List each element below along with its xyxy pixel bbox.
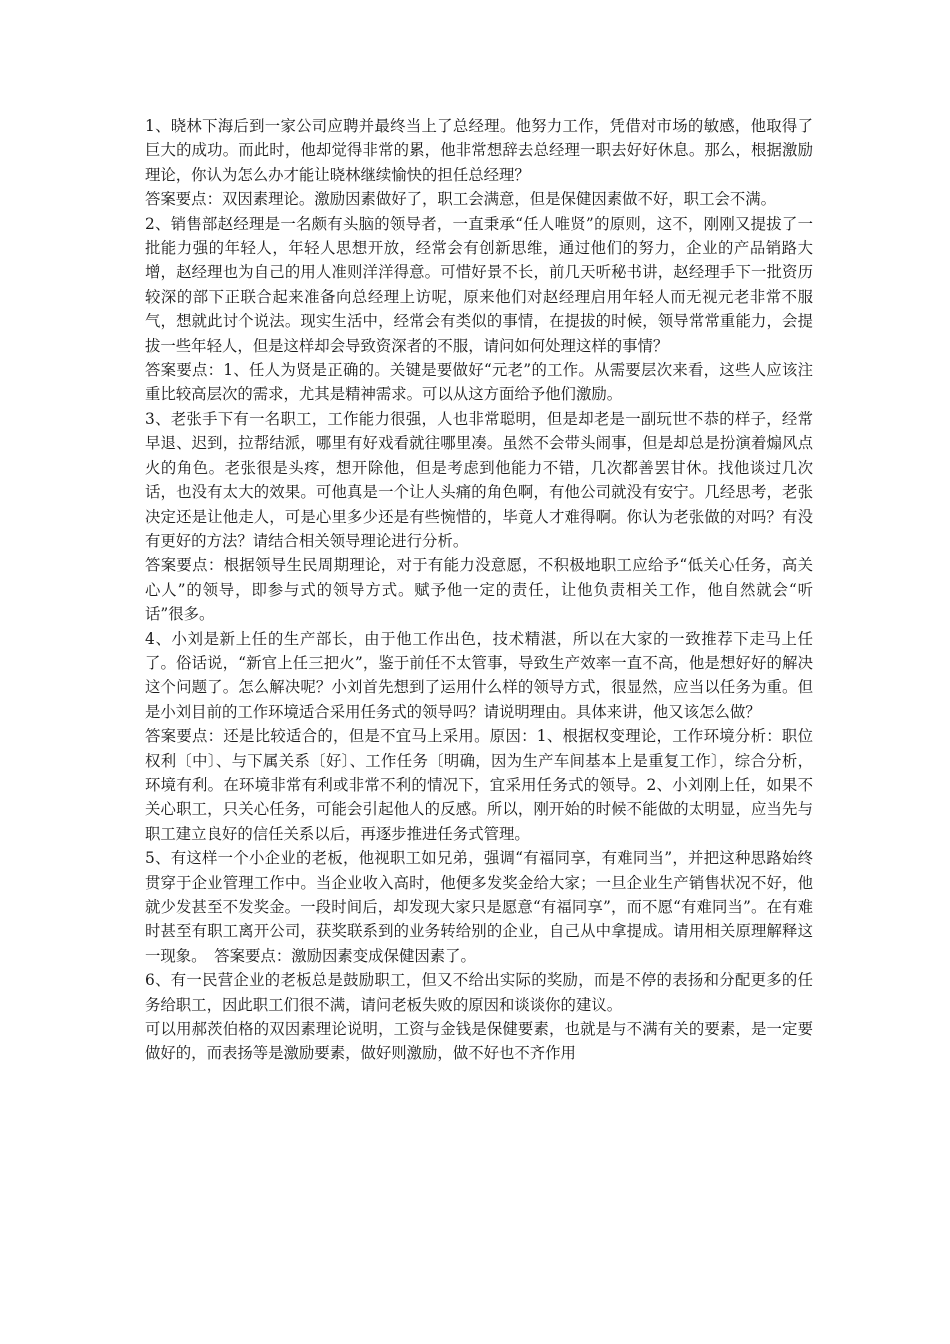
question-6: 6、有一民营企业的老板总是鼓励职工，但又不给出实际的奖励，而是不停的表扬和分配更多的任务给职工，因此职工们很不满，请问老板失败的原因和谈谈你的建议。 xyxy=(145,971,813,1014)
answer-3: 答案要点：根据领导生民周期理论，对于有能力没意愿，不积极地职工应给予“低关心任务，高关心人”的领导，即参与式的领导方式。赋予他一定的责任，让他负责相关工作，他自然就会“听话”很多。 xyxy=(145,556,813,624)
answer-1: 答案要点：双因素理论。激励因素做好了，职工会满意，但是保健因素做不好，职工会不满。 xyxy=(145,190,777,209)
question-5: 5、有这样一个小企业的老板，他视职工如兄弟，强调“有福同享，有难同当”，并把这种思路始终贯穿于企业管理工作中。当企业收入高时，他便多发奖金给大家；一旦企业生产销售状况不好，他就少发甚至不发奖金。一段时间后，却发现大家只是愿意“有福同享”，而不愿“有难同当”。在有难时甚至有职工离开公司，获奖联系到的业务转给别的企业，自己从中拿提成。请用相关原理解释这一现象。 答案要点：激励因素变成保健因素了。 xyxy=(145,849,813,965)
question-2: 2、销售部赵经理是一名颇有头脑的领导者，一直秉承“任人唯贤”的原则，这不，刚刚又提拔了一批能力强的年轻人，年轻人思想开放，经常会有创新思维，通过他们的努力，企业的产品销路大增，赵经理也为自己的用人准则洋洋得意。可惜好景不长，前几天听秘书讲，赵经理手下一批资历较深的部下正联合起来准备向总经理上访呢，原来他们对赵经理启用年轻人而无视元老非常不服气，想就此讨个说法。现实生活中，经常会有类似的事情，在提拔的时候，领导常常重能力，会提拔一些年轻人，但是这样却会导致资深者的不服，请问如何处理这样的事情？ xyxy=(145,214,813,355)
answer-4: 答案要点：还是比较适合的，但是不宜马上采用。原因：1、根据权变理论，工作环境分析：职位权利〔中〕、与下属关系〔好〕、工作任务〔明确，因为生产车间基本上是重复工作〕，综合分析，环境有利。在环境非常有利或非常不利的情况下，宜采用任务式的领导。2、小刘刚上任，如果不关心职工，只关心任务，可能会引起他人的反感。所以，刚开始的时候不能做的太明显，应当先与职工建立良好的信任关系以后，再逐步推进任务式管理。 xyxy=(145,727,813,843)
question-1: 1、晓林下海后到一家公司应聘并最终当上了总经理。他努力工作，凭借对市场的敏感，他取得了巨大的成功。而此时，他却觉得非常的累，他非常想辞去总经理一职去好好休息。那么，根据激励理论，你认为怎么办才能让晓林继续愉快的担任总经理？ xyxy=(145,117,813,184)
question-4: 4、小刘是新上任的生产部长，由于他工作出色，技术精湛，所以在大家的一致推荐下走马上任了。俗话说，“新官上任三把火”，鉴于前任不太管事，导致生产效率一直不高，他是想好好的解决这个问题了。怎么解决呢？小刘首先想到了运用什么样的领导方式，很显然，应当以任务为重。但是小刘目前的工作环境适合采用任务式的领导吗？请说明理由。具体来讲，他又该怎么做？ xyxy=(145,629,813,721)
question-3: 3、老张手下有一名职工，工作能力很强，人也非常聪明，但是却老是一副玩世不恭的样子，经常早退、迟到，拉帮结派，哪里有好戏看就往哪里凑。虽然不会带头闹事，但是却总是扮演着煽风点火的角色。老张很是头疼，想开除他，但是考虑到他能力不错，几次都善罢甘休。找他谈过几次话，也没有太大的效果。可他真是一个让人头痛的角色啊，有他公司就没有安宁。几经思考，老张决定还是让他走人，可是心里多少还是有些惋惜的，毕竟人才难得啊。你认为老张做的对吗？有没有更好的方法？请结合相关领导理论进行分析。 xyxy=(145,409,813,550)
answer-2: 答案要点：1、任人为贤是正确的。关键是要做好“元老”的工作。从需要层次来看，这些人应该注重比较高层次的需求，尤其是精神需求。可以从这方面给予他们激励。 xyxy=(145,361,813,404)
answer-6: 可以用郝茨伯格的双因素理论说明，工资与金钱是保健要素，也就是与不满有关的要素，是一定要做好的，而表扬等是激励要素，做好则激励，做不好也不齐作用 xyxy=(145,1020,813,1063)
document-body xyxy=(145,114,813,1066)
